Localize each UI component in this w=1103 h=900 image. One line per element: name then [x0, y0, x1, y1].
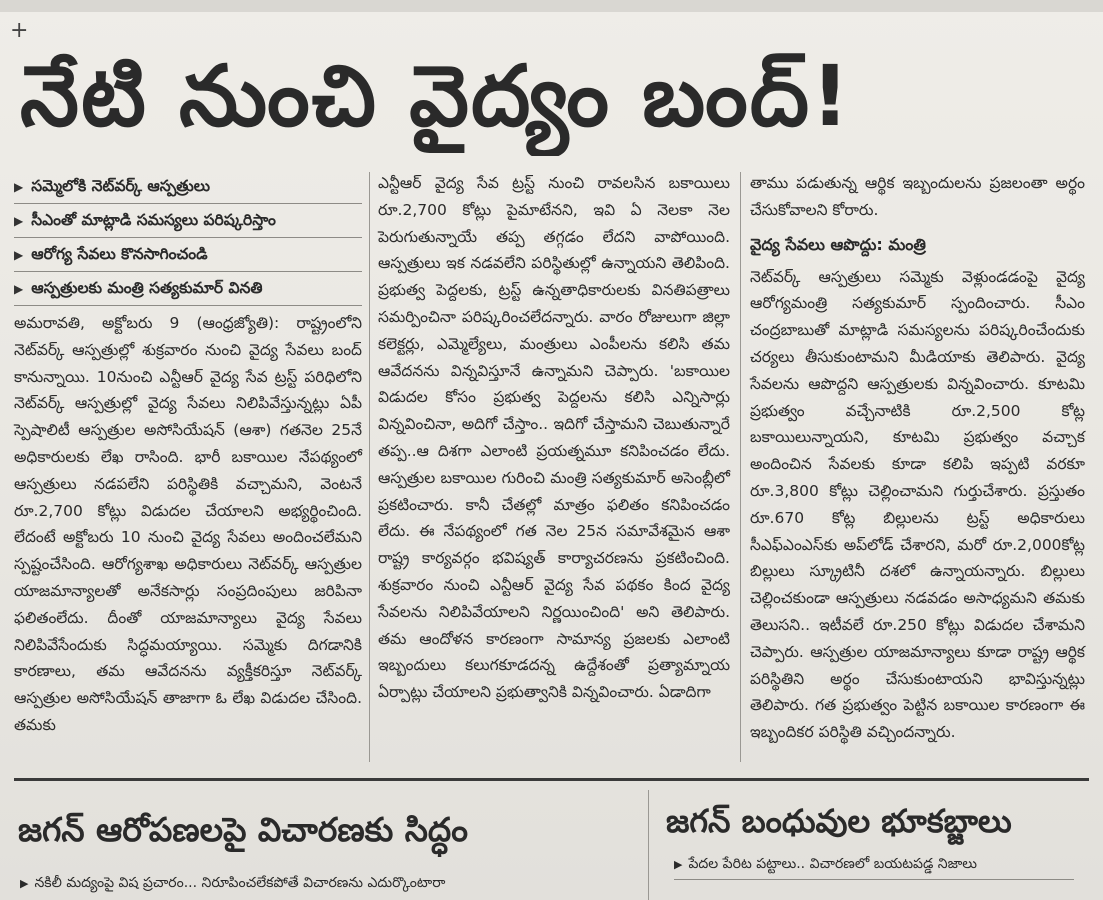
- article-column-2: [378, 170, 730, 706]
- page-top-edge: [0, 0, 1103, 12]
- highlight-item: ▶ సమ్మెలోకి నెట్‌వర్క్ ఆస్పత్రులు: [14, 170, 362, 204]
- bottom-right-subheadline: ▶ పేదల పేరిట పట్టాలు.. విచారణలో బయటపడ్డ నిజాలు: [674, 850, 1074, 880]
- column-divider: [369, 172, 370, 762]
- highlights-list: [14, 170, 362, 306]
- column-divider: [740, 172, 741, 762]
- article-body-col3-top: తాము పడుతున్న ఆర్థిక ఇబ్బందులను ప్రజలంతా అర్థం చేసుకోవాలని కోరారు.: [750, 174, 1085, 219]
- highlight-item: ▶ ఆస్పత్రులకు మంత్రి సత్యకుమార్ వినతి: [14, 272, 362, 306]
- article-column-1: [14, 170, 362, 739]
- article-column-3: [750, 170, 1085, 746]
- triangle-right-icon: ▶: [20, 877, 29, 890]
- registration-mark-icon: +: [10, 18, 29, 43]
- article-body-col2: ఎన్టీఆర్ వైద్య సేవ ట్రస్ట్ నుంచి రావలసిన బకాయిలు రూ.2,700 కోట్లు పైమాటేనని, ఇవి ఏ నెలకా నెల పెరుగుతున్నాయే తప్ప తగ్గడం లేదని వాపోయింది. ఆస్పత్రులు ఇక నడవలేని పరిస్థితుల్లో ఉన్నాయని తెలిపింది. ప్రభుత్వ పెద్దలకు, ట్రస్ట్ ఉన్నతాధికారులకు వినతిపత్రాలు సమర్పించినా పరిష్కరించలేదన్నారు. వారం రోజులుగా జిల్లా కలెక్టర్లు, ఎమ్మెల్యేలు, మంత్రులు ఎంపీలను కలిసి తమ ఆవేదనను విన్నవిస్తూనే ఉన్నామని చెప్పారు. 'బకాయిల విడుదల కోసం ప్రభుత్వ పెద్దలను కలిసి ఎన్నిసార్లు విన్నవించినా, అదిగో చేస్తాం.. ఇదిగో చేస్తామని చెబుతున్నారే తప్ప..ఆ దిశగా ఎలాంటి ప్రయత్నమూ కనిపించడం లేదు. ఆస్పత్రుల బకాయిల గురించి మంత్రి సత్యకుమార్ అసెంబ్లీలో ప్రకటించారు. కానీ చేతల్లో మాత్రం ఫలితం కనిపించడం లేదు. ఈ నేపథ్యంలో గత నెల 25న సమావేశమైన ఆశా రాష్ట్ర కార్యవర్గం భవిష్యత్ కార్యాచరణను ప్రకటించింది. శుక్రవారం నుంచి ఎన్టీఆర్ వైద్య సేవ పథకం కింద వైద్య సేవలను నిలిపివేయాలని నిర్ణయించింది' అని తెలిపారు. తమ ఆందోళన కారణంగా సామాన్య ప్రజలకు ఎలాంటి ఇబ్బందులు కలుగకూడదన్న ఉద్దేశంతో ప్రత్యామ్నాయ ఏర్పాట్లు చేయాలని ప్రభుత్వానికి విన్నవించారు. ఏడాదిగా: [378, 174, 730, 702]
- bottom-left-subheadline: ▶ నకిలీ మద్యంపై విష ప్రచారం... నిరూపించలేకపోతే విచారణను ఎదుర్కొంటారా: [20, 875, 446, 891]
- triangle-right-icon: ▶: [14, 214, 24, 228]
- triangle-right-icon: ▶: [14, 248, 24, 262]
- section-divider: [14, 778, 1089, 781]
- bottom-left-headline: జగన్ ఆరోపణలపై విచారణకు సిద్ధం: [18, 810, 468, 849]
- triangle-right-icon: ▶: [14, 180, 24, 194]
- triangle-right-icon: ▶: [674, 858, 683, 871]
- article-body-col1: అమరావతి, అక్టోబరు 9 (ఆంధ్రజ్యోతి): రాష్ట్రంలోని నెట్‌వర్క్ ఆస్పత్రుల్లో శుక్రవారం నుంచి వైద్య సేవలు బంద్ కానున్నాయి. 10నుంచి ఎన్టీఆర్ వైద్య సేవ ట్రస్ట్ పరిధిలోని నెట్‌వర్క్ ఆస్పత్రుల్లో వైద్య సేవలు నిలిపివేస్తున్నట్లు ఏపీ స్పెషాలిటీ ఆస్పత్రుల అసోసియేషన్ (ఆశా) గతనెల 25నే అధికారులకు లేఖ రాసింది. భారీ బకాయిల నేపథ్యంలో ఆస్పత్రులు నడపలేని పరిస్థితికి వచ్చామని, వెంటనే రూ.2,700 కోట్లు విడుదల చేయాలని అభ్యర్థించింది. లేదంటే అక్టోబరు 10 నుంచి వైద్య సేవలు అందించలేమని స్పష్టంచేసింది. ఆరోగ్యశాఖ అధికారులు నెట్‌వర్క్ ఆస్పత్రుల యాజమాన్యాలతో అనేకసార్లు సంప్రదింపులు జరిపినా ఫలితంలేదు. దీంతో యాజమాన్యాలు వైద్య సేవలు నిలిపివేసేందుకు సిద్ధమయ్యాయి. సమ్మెకు దిగడానికి కారణాలు, తమ ఆవేదనను వ్యక్తీకరిస్తూ నెట్‌వర్క్ ఆస్పత్రుల అసోసియేషన్ తాజాగా ఓ లేఖ విడుదల చేసింది. తమకు: [14, 314, 362, 734]
- article-body-col3: నెట్‌వర్క్ ఆస్పత్రులు సమ్మెకు వెళ్లుండడంపై వైద్య ఆరోగ్యమంత్రి సత్యకుమార్ స్పందించారు. సీఎం చంద్రబాబుతో మాట్లాడి సమస్యలను పరిష్కరించేందుకు చర్యలు తీసుకుంటామని మీడియాకు తెలిపారు. వైద్య సేవలను ఆపొద్దని ఆస్పత్రులకు విన్నవించారు. కూటమి ప్రభుత్వం వచ్చేనాటికి రూ.2,500 కోట్ల బకాయిలున్నాయని, కూటమి ప్రభుత్వం వచ్చాక అందించిన సేవలకు కూడా కలిపి ఇప్పటి వరకూ రూ.3,800 కోట్లు చెల్లించామని గుర్తుచేశారు. ప్రస్తుతం రూ.670 కోట్ల బిల్లులను ట్రస్ట్ అధికారులు సీఎఫ్ఎంఎస్‌కు అప్‌లోడ్ చేశారని, మరో రూ.2,000కోట్ల బిల్లులు స్క్రూటినీ దశలో ఉన్నాయన్నారు. బిల్లులు చెల్లించకుండా ఆస్పత్రులు నడవడం అసాధ్యమని తమకు తెలుసని.. ఇటీవలే రూ.250 కోట్లు విడుదల చేశామని చెప్పారు. ఆస్పత్రుల యాజమాన్యాలు కూడా రాష్ట్ర ఆర్థిక పరిస్థితిని అర్థం చేసుకుంటాయని భావిస్తున్నట్లు తెలిపారు. గత ప్రభుత్వం పెట్టిన బకాయిల కారణంగా ఈ ఇబ్బందికర పరిస్థితి వచ్చిందన్నారు.: [750, 267, 1085, 742]
- highlight-item: ▶ సీఎంతో మాట్లాడి సమస్యలు పరిష్కరిస్తాం: [14, 204, 362, 238]
- main-headline: నేటి నుంచి వైద్యం బంద్!: [20, 47, 852, 145]
- highlight-item: ▶ ఆరోగ్య సేవలు కొనసాగించండి: [14, 238, 362, 272]
- column-divider: [648, 790, 649, 900]
- minister-subheading: వైద్య సేవలు ఆపొద్దు: మంత్రి: [750, 234, 926, 254]
- bottom-right-headline: జగన్ బంధువుల భూకబ్జాలు: [666, 802, 1012, 840]
- triangle-right-icon: ▶: [14, 282, 24, 296]
